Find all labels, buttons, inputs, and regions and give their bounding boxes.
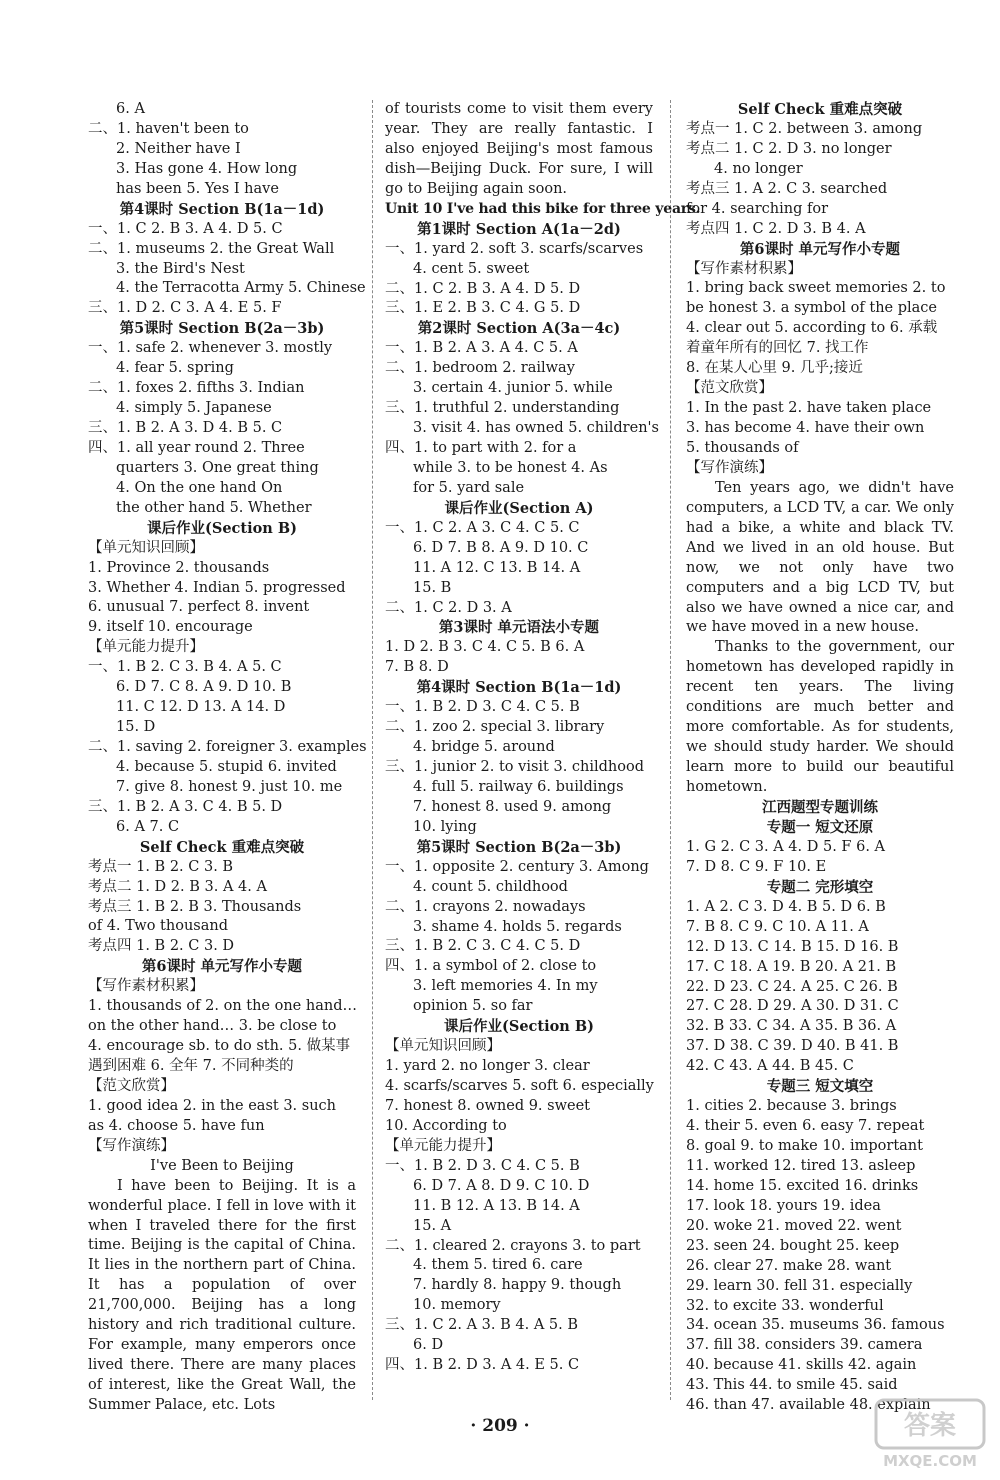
answer-line: on the other hand… 3. be close to	[88, 1018, 337, 1035]
answer-line: 考点二 1. D 2. B 3. A 4. A	[88, 878, 267, 895]
answer-line: 4. full 5. railway 6. buildings	[413, 778, 624, 795]
section-heading: 课后作业(Section B)	[444, 1018, 594, 1036]
section-heading: 专题三 短文填空	[766, 1078, 874, 1096]
answer-line: be honest 3. a symbol of the place	[686, 300, 938, 317]
answer-line: 一、1. C 2. B 3. A 4. D 5. C	[88, 220, 283, 237]
answer-line: 4. bridge 5. around	[413, 739, 555, 756]
answer-line: 5. thousands of	[686, 439, 799, 456]
answer-line: 三、1. E 2. B 3. C 4. G 5. D	[385, 300, 581, 317]
answer-line: 四、1. B 2. D 3. A 4. E 5. C	[385, 1357, 580, 1374]
answer-line: 23. seen 24. bought 25. keep	[686, 1237, 900, 1254]
answer-line: 32. B 33. C 34. A 35. B 36. A	[686, 1018, 897, 1035]
answer-line: 三、1. truthful 2. understanding	[385, 400, 620, 417]
answer-line: 二、1. C 2. D 3. A	[385, 599, 512, 616]
svg-text:答案: 答案	[903, 1411, 957, 1441]
answer-line: 【单元能力提升】	[88, 639, 204, 656]
answer-line: 二、1. cleared 2. crayons 3. to part	[385, 1237, 641, 1254]
answer-line: 三、1. C 2. A 3. B 4. A 5. B	[385, 1317, 579, 1334]
answer-line: 10. According to	[385, 1117, 507, 1134]
answer-line: 一、1. B 2. D 3. C 4. C 5. B	[385, 699, 580, 716]
answer-line: has been 5. Yes I have	[116, 180, 279, 197]
answer-line: 11. A 12. C 13. B 14. A	[413, 559, 581, 576]
answer-line: 【单元知识回顾】	[385, 1038, 501, 1055]
answer-line: 4. because 5. stupid 6. invited	[116, 758, 337, 775]
answer-line: 一、1. B 2. C 3. B 4. A 5. C	[88, 659, 282, 676]
answer-line: 9. itself 10. encourage	[88, 619, 253, 636]
answer-line: 3. Whether 4. Indian 5. progressed	[88, 579, 346, 596]
answer-line: 6. D 7. B 8. A 9. D 10. C	[413, 539, 589, 556]
section-heading: Self Check 重难点突破	[737, 101, 903, 118]
answer-line: 一、1. B 2. A 3. A 4. C 5. A	[385, 340, 578, 357]
answer-line: 22. D 23. C 24. A 25. C 26. B	[686, 978, 898, 995]
section-heading: 课后作业(Section A)	[444, 499, 594, 517]
answer-line: 【单元能力提升】	[385, 1137, 501, 1154]
answer-line: 三、1. B 2. A 3. C 4. B 5. D	[88, 798, 283, 815]
answer-line: 4. them 5. tired 6. care	[413, 1257, 583, 1274]
answer-line: 4. On the one hand On	[116, 479, 283, 496]
section-heading: 第6课时 单元写作小专题	[141, 958, 303, 976]
answer-line: 11. B 12. A 13. B 14. A	[413, 1197, 580, 1214]
column-divider-left	[372, 100, 373, 1400]
column-right	[686, 100, 954, 1416]
answer-line: 【单元知识回顾】	[88, 539, 204, 556]
section-heading: 课后作业(Section B)	[147, 519, 297, 537]
section-heading: 第6课时 单元写作小专题	[739, 240, 901, 258]
section-heading: 第2课时 Section A(3a－4c)	[417, 320, 621, 338]
section-heading: 第4课时 Section B(1a－1d)	[119, 200, 325, 218]
answer-line: 考点四 1. C 2. D 3. B 4. A	[686, 220, 866, 237]
answer-line: 1. yard 2. no longer 3. clear	[385, 1058, 590, 1075]
answer-line: 15. D	[116, 719, 156, 736]
column-divider-right	[670, 100, 671, 1400]
section-heading: 第4课时 Section B(1a－1d)	[416, 679, 622, 697]
answer-line: 3. visit 4. has owned 5. children's	[413, 420, 659, 437]
answer-line: 20. woke 21. moved 22. went	[686, 1217, 902, 1234]
answer-line: opinion 5. so far	[413, 998, 533, 1015]
answer-line: 三、1. B 2. A 3. D 4. B 5. C	[88, 420, 283, 436]
answer-line: 17. look 18. yours 19. idea	[686, 1197, 881, 1214]
column-left	[88, 100, 367, 1416]
answer-line: 6. D	[413, 1337, 444, 1354]
answer-line: 32. to excite 33. wonderful	[686, 1297, 884, 1314]
page-number: · 209 ·	[470, 1416, 530, 1436]
answer-line: 3. shame 4. holds 5. regards	[413, 918, 622, 935]
answer-line: 【范文欣赏】	[686, 380, 773, 397]
answer-line: 26. clear 27. make 28. want	[686, 1257, 892, 1274]
answer-line: 4. count 5. childhood	[413, 878, 568, 895]
answer-line: 7. B 8. D	[385, 659, 449, 676]
answer-line: the other hand 5. Whether	[116, 499, 312, 516]
answer-line: 遇到困难 6. 全年 7. 不同种类的	[88, 1058, 294, 1074]
answer-line: for 4. searching for	[686, 200, 829, 217]
answer-line: 二、1. zoo 2. special 3. library	[385, 719, 605, 736]
answer-line: 着童年所有的回忆 7. 找工作	[686, 340, 869, 357]
answer-line: 三、1. junior 2. to visit 3. childhood	[385, 759, 645, 776]
answer-line: 4. simply 5. Japanese	[116, 400, 272, 417]
answer-line: 7. B 8. C 9. C 10. A 11. A	[686, 918, 869, 935]
answer-line: Unit 10 I've had this bike for three years.	[385, 200, 701, 217]
answer-line: 1. D 2. B 3. C 4. C 5. B 6. A	[385, 639, 585, 656]
answer-line: 4. no longer	[714, 160, 803, 177]
answer-line: 【写作素材积累】	[88, 978, 204, 995]
answer-line: 一、1. yard 2. soft 3. scarfs/scarves	[385, 240, 644, 257]
answer-line: 7. hardly 8. happy 9. though	[413, 1277, 622, 1294]
answer-line: 1. cities 2. because 3. brings	[686, 1098, 897, 1115]
answer-line: 考点三 1. A 2. C 3. searched	[686, 180, 888, 197]
essay-paragraph: I have been to Beijing. It is a wonderful place. I fell in love with it when I traveled there for the first time. Beijing is the capital of China. It lies in the northern part of China. It has a population of over 21,700,000. Beijing has a long history and rich traditional culture. For example, many emperors once lived there. There are many places of interest, like the Great Wall, the Summer Palace, etc. Lots	[88, 1177, 356, 1414]
answer-line: 考点二 1. C 2. D 3. no longer	[686, 140, 892, 157]
answer-line: 3. Has gone 4. How long	[116, 160, 298, 177]
answer-line: 1. In the past 2. have taken place	[686, 400, 932, 417]
essay-paragraph: Ten years ago, we didn't have computers, a LCD TV, a car. We only had a bike, a white and black TV. And we lived in an old house. But now, we not only have two computers and a big LCD TV, but also we have owned a nice car, and we have moved in a new house.	[686, 479, 954, 636]
section-heading: 第3课时 单元语法小专题	[438, 619, 600, 637]
answer-line: 一、1. opposite 2. century 3. Among	[385, 858, 649, 875]
answer-line: 二、1. haven't been to	[88, 120, 249, 137]
answer-line: 二、1. bedroom 2. railway	[385, 360, 575, 377]
answer-line: 7. honest 8. owned 9. sweet	[385, 1097, 590, 1114]
answer-line: 1. A 2. C 3. D 4. B 5. D 6. B	[686, 898, 886, 915]
answer-line: 二、1. foxes 2. fifths 3. Indian	[88, 380, 305, 397]
svg-text:MXQE.COM: MXQE.COM	[883, 1452, 977, 1470]
answer-line: 3. certain 4. junior 5. while	[413, 380, 613, 397]
section-heading: Self Check 重难点突破	[139, 838, 305, 856]
essay-paragraph: of tourists come to visit them every year. They are really fantastic. I also enjoyed Beijing's most famous dish—Beijing Duck. For sure, I will go to Beijing again soon.	[385, 101, 653, 197]
answer-line: 【范文欣赏】	[88, 1077, 175, 1094]
essay-paragraph: Thanks to the government, our hometown has developed rapidly in recent ten years. The living conditions are much better and more comfortable. As for students, we should study harder. We should learn more to build our beautiful hometown.	[686, 639, 954, 796]
answer-line: 34. ocean 35. museums 36. famous	[686, 1317, 945, 1334]
answer-line: 7. give 8. honest 9. just 10. me	[116, 778, 343, 795]
section-heading: 第1课时 Section A(1a－2d)	[417, 220, 621, 238]
answer-line: quarters 3. One great thing	[116, 459, 319, 476]
answer-line: 三、1. D 2. C 3. A 4. E 5. F	[88, 300, 282, 317]
answer-line: 4. their 5. even 6. easy 7. repeat	[686, 1118, 925, 1135]
answer-line: 考点一 1. B 2. C 3. B	[88, 858, 234, 875]
answer-line: 8. goal 9. to make 10. important	[686, 1138, 923, 1154]
answer-line: 42. C 43. A 44. B 45. C	[686, 1058, 854, 1075]
answer-line: 11. C 12. D 13. A 14. D	[116, 699, 286, 716]
answer-line: 考点一 1. C 2. between 3. among	[686, 120, 923, 137]
answer-line: 4. fear 5. spring	[116, 360, 234, 377]
column-middle	[385, 100, 701, 1376]
section-heading: 第5课时 Section B(2a－3b)	[416, 838, 622, 856]
answer-line: 一、1. B 2. D 3. C 4. C 5. B	[385, 1157, 580, 1174]
answer-line: 7. D 8. C 9. F 10. E	[686, 858, 827, 875]
answer-line: 1. G 2. C 3. A 4. D 5. F 6. A	[686, 838, 886, 855]
answer-line: while 3. to be honest 4. As	[413, 459, 608, 476]
answer-line: 3. has become 4. have their own	[686, 420, 925, 436]
answer-line: 14. home 15. excited 16. drinks	[686, 1177, 919, 1194]
answer-line: 4. clear out 5. according to 6. 承载	[686, 320, 938, 337]
answer-line: 【写作演练】	[88, 1137, 175, 1154]
answer-stamp-icon	[870, 1392, 990, 1472]
answer-line: for 5. yard sale	[413, 479, 525, 496]
answer-line: 6. A	[116, 101, 145, 117]
answer-line: 27. C 28. D 29. A 30. D 31. C	[686, 998, 899, 1015]
answer-line: 15. B	[413, 579, 452, 596]
answer-line: 1. Province 2. thousands	[88, 559, 270, 576]
answer-line: 12. D 13. C 14. B 15. D 16. B	[686, 938, 899, 955]
answer-line: 四、1. to part with 2. for a	[385, 440, 577, 457]
answer-line: 二、1. museums 2. the Great Wall	[88, 240, 335, 257]
section-heading: 江西题型专题训练	[762, 799, 878, 817]
answer-line: I've Been to Beijing	[150, 1157, 294, 1174]
answer-line: 四、1. all year round 2. Three	[88, 439, 305, 456]
answer-line: 1. good idea 2. in the east 3. such	[88, 1097, 337, 1114]
answer-line: 37. fill 38. considers 39. camera	[686, 1337, 923, 1354]
answer-line: 二、1. saving 2. foreigner 3. examples	[88, 739, 367, 755]
answer-line: 二、1. C 2. B 3. A 4. D 5. D	[385, 280, 581, 297]
answer-line: as 4. choose 5. have fun	[88, 1117, 265, 1134]
answer-line: 3. the Bird's Nest	[116, 260, 245, 277]
answer-line: 一、1. safe 2. whenever 3. mostly	[88, 340, 333, 357]
answer-line: 40. because 41. skills 42. again	[686, 1357, 917, 1374]
answer-line: 1. bring back sweet memories 2. to	[686, 280, 946, 297]
answer-line: 四、1. a symbol of 2. close to	[385, 958, 597, 975]
answer-line: 二、1. crayons 2. nowadays	[385, 898, 586, 915]
answer-line: 6. unusual 7. perfect 8. invent	[88, 599, 310, 616]
answer-line: 1. thousands of 2. on the one hand…	[88, 998, 357, 1015]
answer-line: 4. scarfs/scarves 5. soft 6. especially	[385, 1078, 654, 1095]
answer-line: 7. honest 8. used 9. among	[413, 798, 612, 815]
answer-line: 10. memory	[413, 1297, 501, 1314]
answer-line: 6. D 7. A 8. D 9. C 10. D	[413, 1177, 590, 1194]
section-heading: 专题二 完形填空	[766, 878, 874, 896]
answer-line: 43. This 44. to smile 45. said	[686, 1377, 898, 1394]
answer-line: 6. D 7. C 8. A 9. D 10. B	[116, 679, 292, 696]
answer-line: 考点三 1. B 2. B 3. Thousands	[88, 898, 302, 915]
answer-line: 6. A 7. C	[116, 818, 180, 835]
answer-line: 2. Neither have I	[116, 140, 241, 157]
answer-line: 8. 在某人心里 9. 几乎;接近	[686, 360, 863, 377]
answer-line: 4. the Terracotta Army 5. Chinese	[116, 280, 366, 297]
answer-line: 11. worked 12. tired 13. asleep	[686, 1157, 916, 1174]
answer-line: 4. cent 5. sweet	[413, 260, 530, 277]
answer-line: 29. learn 30. fell 31. especially	[686, 1277, 913, 1294]
answer-line: 一、1. C 2. A 3. C 4. C 5. C	[385, 519, 580, 536]
section-heading: 专题一 短文还原	[766, 819, 874, 836]
answer-line: 46. than 47. available 48. explain	[686, 1397, 931, 1414]
answer-line: 【写作素材积累】	[686, 260, 802, 277]
answer-line: 3. left memories 4. In my	[413, 978, 598, 995]
answer-line: 15. A	[413, 1217, 452, 1234]
answer-line: 17. C 18. A 19. B 20. A 21. B	[686, 958, 897, 975]
answer-line: 4. encourage sb. to do sth. 5. 做某事	[88, 1038, 351, 1055]
answer-line: 考点四 1. B 2. C 3. D	[88, 938, 235, 955]
answer-line: 10. lying	[413, 818, 477, 835]
answer-line: of 4. Two thousand	[88, 918, 228, 935]
answer-line: 37. D 38. C 39. D 40. B 41. B	[686, 1038, 899, 1055]
answer-line: 【写作演练】	[686, 459, 773, 476]
section-heading: 第5课时 Section B(2a－3b)	[119, 320, 325, 338]
answer-line: 三、1. B 2. C 3. C 4. C 5. D	[385, 938, 581, 955]
